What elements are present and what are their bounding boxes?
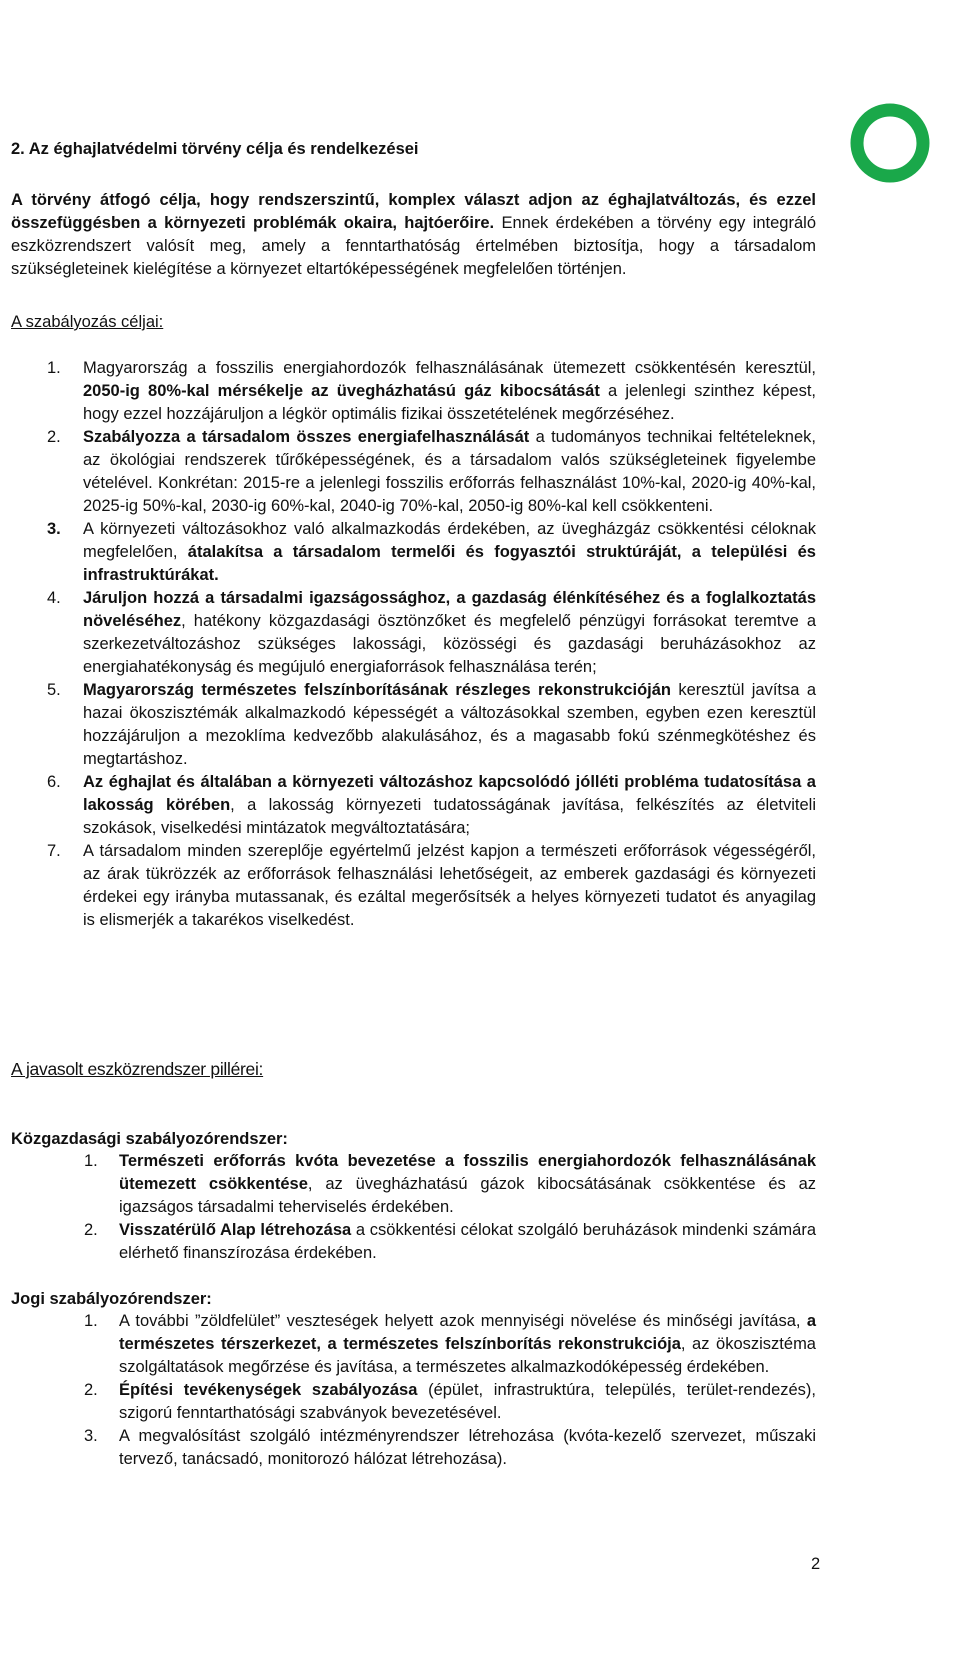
intro-text: Ennek érdekében a törvény egy integráló eszközrendszert valósít meg, amely a fenntarthatóság értelmében biztosítja, hogy a társadalom szükségleteinek kielégítése a környezet eltartóképességének megfelelően történjen. xyxy=(11,214,816,278)
legal-number: 2. xyxy=(84,1381,98,1399)
econ-number: 2. xyxy=(84,1221,98,1239)
goal-text: A társadalom minden szereplője egyértelmű jelzést kapjon a természeti erőforrások végességéről, az árak tükrözzék az erőforrások felhasználási lehetőségeit, az emberek gazdasági és környezeti érdekei egy irányba mutassanak, és ezáltal megerősítsék a helyes környezeti tudatot és anyagilag is elismerjék a takarékos viselkedést. xyxy=(83,842,816,929)
legal-text: A további ”zöldfelület” veszteségek helyett azok mennyiségi növelése és minőségi javítása, xyxy=(119,1312,807,1330)
goal-bold: Az éghajlat és általában a környezeti változáshoz kapcsolódó jólléti probléma tudatosítása a lakosság körében xyxy=(83,773,816,814)
intro-paragraph xyxy=(11,189,816,281)
green-ring-logo xyxy=(848,101,932,185)
legal-text: , az ökoszisztéma szolgáltatások megőrzése és javítása, a természetes alkalmazkodóképesség érdekében. xyxy=(119,1335,816,1376)
goal-number: 4. xyxy=(47,589,61,607)
econ-text: , az üvegházhatású gázok kibocsátásának csökkentése és az igazságos társadalmi teherviselés érdekében. xyxy=(119,1175,817,1216)
goal-item xyxy=(11,518,816,587)
econ-item xyxy=(11,1219,816,1265)
goal-bold: Magyarország természetes felszínborításának részleges rekonstrukcióján xyxy=(83,681,671,699)
goal-item xyxy=(11,587,816,679)
econ-number: 1. xyxy=(84,1152,98,1170)
econ-bold: Visszatérülő Alap létrehozása xyxy=(119,1221,352,1239)
legal-number: 3. xyxy=(84,1427,98,1445)
goals-list xyxy=(11,357,816,932)
econ-title: Közgazdasági szabályozórendszer: xyxy=(11,1130,288,1148)
goal-number: 2. xyxy=(47,428,61,446)
goal-text: , hatékony közgazdasági ösztönzőket és megfelelő pénzügyi forrásokat teremtve a szerkezetváltozáshoz szükséges lakossági, közösségi és gazdasági beruházásokhoz az energiahatékonyság és megújuló energiaforrások felhasználása terén; xyxy=(83,612,816,676)
goal-text: , a lakosság környezeti tudatosságának javítása, felkészítés az életviteli szokások, viselkedési mintázatok megváltoztatására; xyxy=(83,796,816,837)
goal-text: a jelenlegi szinthez képest, hogy ezzel hozzájáruljon a légkör optimális fizikai összetételének megőrzéséhez. xyxy=(83,382,816,423)
legal-text: A megvalósítást szolgáló intézményrendszer létrehozása (kvóta-kezelő szervezet, műszaki tervező, tanácsadó, monitorozó hálózat létrehozása). xyxy=(119,1427,816,1468)
goal-number: 7. xyxy=(47,842,61,860)
legal-bold: Építési tevékenységek szabályozása xyxy=(119,1381,418,1399)
goal-text: a tudományos technikai feltételeknek, az ökológiai rendszerek tűrőképességének, és a társadalom valós szükségleteinek figyelembe vételével. Konkrétan: 2015-re a jelenlegi fosszilis erőforrás felhasználást 10%-kal, 2020-ig 40%-kal, 2025-ig 50%-kal, 2030-ig 60%-kal, 2040-ig 70%-kal, 2050-ig 80%-kal kell csökkenteni. xyxy=(83,428,816,515)
legal-item xyxy=(11,1379,816,1425)
goal-number: 3. xyxy=(47,520,61,538)
goal-bold: 2050-ig 80%-kal mérsékelje az üvegházhatású gáz kibocsátását xyxy=(83,382,600,400)
section-heading: 2. Az éghajlatvédelmi törvény célja és rendelkezései xyxy=(11,140,419,158)
page-number: 2 xyxy=(811,1555,821,1573)
goal-number: 6. xyxy=(47,773,61,791)
legal-item xyxy=(11,1310,816,1379)
goal-item xyxy=(11,426,816,518)
econ-bold: Természeti erőforrás kvóta bevezetése a fosszilis energiahordozók felhasználásának ütemezett csökkentése xyxy=(119,1152,816,1193)
legal-item xyxy=(11,1425,816,1471)
goal-bold: Szabályozza a társadalom összes energiafelhasználását xyxy=(83,428,530,446)
goal-text: A környezeti változásokhoz való alkalmazkodás érdekében, az üvegházgáz csökkentési céloknak megfelelően, xyxy=(83,520,816,561)
goal-bold: átalakítsa a társadalom termelői és fogyasztói struktúráját, a települési és infrastruktúrákat. xyxy=(83,543,816,584)
econ-text: a csökkentési célokat szolgáló beruházások mindenki számára elérhető finanszírozása érdekében. xyxy=(119,1221,816,1262)
econ-item xyxy=(11,1150,816,1219)
goal-text: keresztül javítsa a hazai ökoszisztémák alkalmazkodó képességét a változásokkal szemben, egyben ezen keresztül hozzájáruljon a mezoklíma kedvezőbb alakulásához, és a magasabb fokú szénmegkötéshez és megtartáshoz. xyxy=(83,681,816,768)
goal-item xyxy=(11,679,816,771)
legal-bold: a természetes térszerkezet, a természetes felszínborítás rekonstrukciója xyxy=(119,1312,816,1353)
goal-number: 5. xyxy=(47,681,61,699)
legal-title: Jogi szabályozórendszer: xyxy=(11,1290,212,1308)
goal-text: Magyarország a fosszilis energiahordozók felhasználásának ütemezett csökkentésén keresztül, xyxy=(83,359,816,377)
goal-bold: Járuljon hozzá a társadalmi igazságossághoz, a gazdaság élénkítéséhez és a foglalkoztatás növeléséhez xyxy=(83,589,816,630)
goal-item xyxy=(11,771,816,840)
goal-number: 1. xyxy=(47,359,61,377)
legal-list xyxy=(11,1310,816,1471)
goals-title: A szabályozás céljai: xyxy=(11,313,164,331)
goal-item xyxy=(11,840,816,932)
econ-list xyxy=(11,1150,816,1265)
legal-text: (épület, infrastruktúra, település, terület-rendezés), szigorú fenntarthatósági szabványok bevezetésével. xyxy=(119,1381,817,1422)
legal-number: 1. xyxy=(84,1312,98,1330)
intro-bold: A törvény átfogó célja, hogy rendszerszintű, komplex választ adjon az éghajlatváltozás, és ezzel összefüggésben a környezeti problémák okaira, hajtóerőire. xyxy=(11,191,816,232)
pillars-title: A javasolt eszközrendszer pillérei: xyxy=(11,1059,264,1079)
goal-item xyxy=(11,357,816,426)
